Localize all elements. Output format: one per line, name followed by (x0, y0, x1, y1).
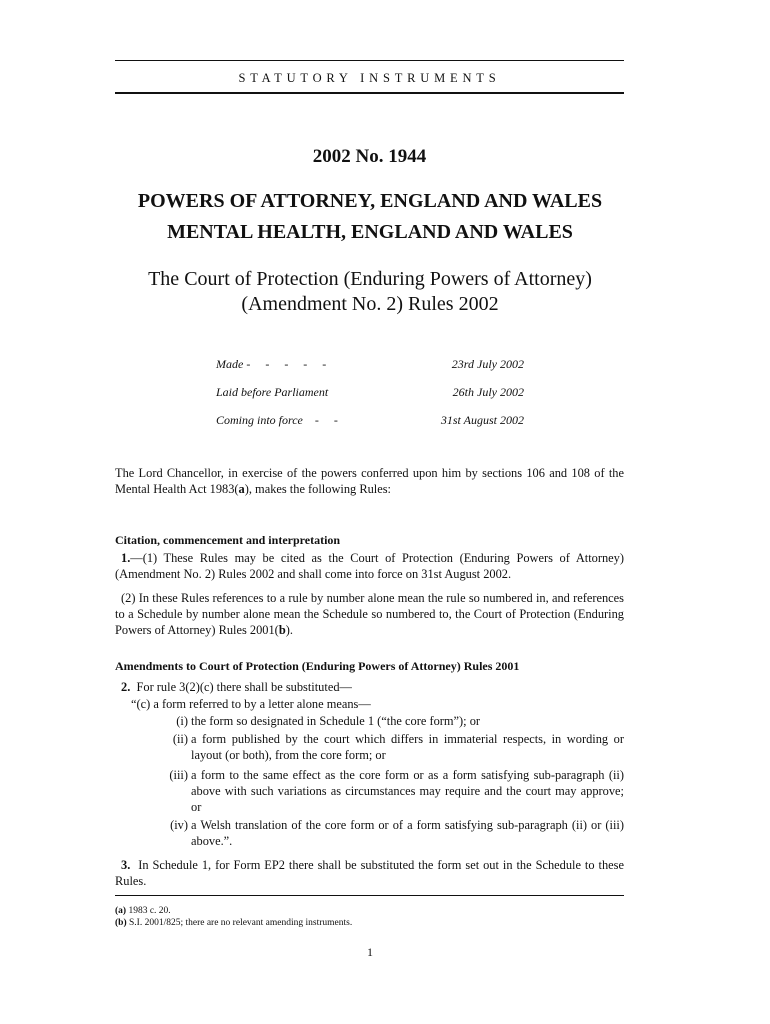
footnote-b: (b) S.I. 2001/825; there are no relevant amending instruments. (115, 918, 353, 928)
subject-heading-2: MENTAL HEALTH, ENGLAND AND WALES (167, 221, 573, 243)
section-2-heading: Amendments to Court of Protection (Enduring Powers of Attorney) Rules 2001 (115, 659, 520, 673)
sub-item-iii-text: a form to the same effect as the core form or as a form satisfying sub-paragraph (ii) above with such variations as circumstances may require and the court may approve; or (191, 768, 624, 814)
top-rule (115, 60, 624, 61)
rule-1-paragraph-2: (2) In these Rules references to a rule by number alone mean the rule so numbered in, and references to a Schedule by number alone mean the Schedule so numbered to, the Court of Protection (Enduring Powers of Attorney) Rules 2001(b). (115, 591, 624, 637)
sub-item-i-text: the form so designated in Schedule 1 (“the core form”); or (191, 714, 481, 728)
page-number: 1 (367, 945, 373, 959)
section-1-heading: Citation, commencement and interpretation (115, 533, 341, 547)
sub-item-iii-numeral: (iii) (169, 768, 188, 782)
sub-item-ii (150, 731, 624, 763)
sub-item-iv-text: a Welsh translation of the core form or of a form satisfying sub-paragraph (ii) or (iii) above.”. (191, 818, 624, 848)
footnote-rule (115, 895, 624, 896)
date-value-made: 23rd July 2002 (451, 357, 524, 371)
series-heading: STATUTORY INSTRUMENTS (238, 71, 501, 85)
rule-2-intro: 2. For rule 3(2)(c) there shall be substituted— (121, 680, 352, 694)
date-label-in-force: Coming into force - - (216, 413, 338, 427)
rule-1-paragraph-1: 1.—(1) These Rules may be cited as the Court of Protection (Enduring Powers of Attorney) (Amendment No. 2) Rules 2002 and shall come into force on 31st August 2002. (115, 551, 624, 581)
subject-heading-1: POWERS OF ATTORNEY, ENGLAND AND WALES (137, 190, 603, 212)
instrument-title-line-1: The Court of Protection (Enduring Powers of Attorney) (148, 268, 592, 290)
date-value-laid: 26th July 2002 (452, 385, 524, 399)
date-label-made: Made - - - - - (216, 357, 327, 371)
sub-item-iv-numeral: (iv) (170, 818, 188, 832)
instrument-title-line-2: (Amendment No. 2) Rules 2002 (241, 293, 499, 315)
date-value-in-force: 31st August 2002 (440, 413, 524, 427)
sub-item-ii-text: a form published by the court which differs in immaterial respects, in wording or layout (or both), from the core form; or (191, 732, 624, 762)
sub-item-i (150, 713, 624, 729)
instrument-number: 2002 No. 1944 (312, 146, 427, 167)
sub-item-iii (150, 767, 624, 815)
rule-3-paragraph: 3. In Schedule 1, for Form EP2 there shall be substituted the form set out in the Schedule to these Rules. (115, 858, 624, 888)
rule-2-c-line: “(c) a form referred to by a letter alone means— (131, 697, 371, 711)
footnote-a: (a) 1983 c. 20. (115, 906, 171, 916)
sub-item-i-numeral: (i) (176, 714, 188, 728)
date-label-laid: Laid before Parliament (216, 385, 329, 399)
sub-item-ii-numeral: (ii) (172, 732, 188, 746)
header-rule (115, 92, 624, 94)
preamble: The Lord Chancellor, in exercise of the powers conferred upon him by sections 106 and 108 of the Mental Health Act 1983(a), makes the following Rules: (115, 466, 624, 496)
sub-item-iv (150, 817, 624, 849)
